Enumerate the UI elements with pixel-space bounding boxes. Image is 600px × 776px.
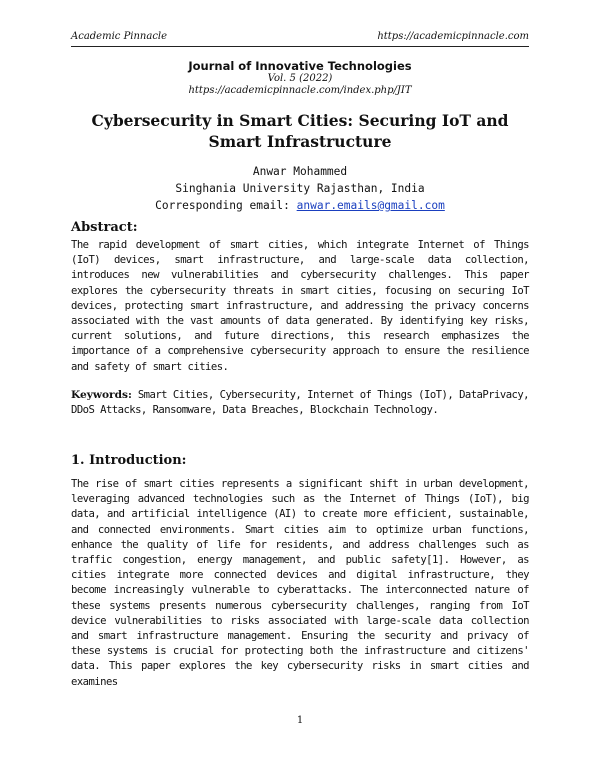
abstract-heading: Abstract: bbox=[71, 220, 138, 235]
introduction-text: The rise of smart cities represents a significant shift in urban development, leveraging advanced technologies such as the Internet of Things (IoT), big data, and artificial intelligence (AI) to create more efficient, sustainable, and connected environments. Smart cities aim to optimize urban functions, enhance the quality of life for residents, and address challenges such as traffic congestion, energy management, and public safety[1]. However, as cities integrate more connected devices and digital infrastructure, they become increasingly vulnerable to cyberattacks. The interconnected nature of these systems presents numerous cybersecurity challenges, ranging from IoT device vulnerabilities to risks associated with large-scale data collection and smart infrastructure management. Ensuring the security and privacy of these systems is crucial for protecting both the infrastructure and citizens' data. This paper explores the key cybersecurity risks in smart cities and examines bbox=[71, 478, 529, 688]
journal-volume: Vol. 5 (2022) bbox=[267, 73, 333, 84]
running-header bbox=[71, 31, 529, 47]
header-divider bbox=[71, 46, 529, 47]
author-email-line bbox=[0, 197, 600, 214]
keywords-label: Keywords: bbox=[71, 389, 132, 401]
author-name: Anwar Mohammed bbox=[252, 165, 348, 178]
introduction-heading: 1. Introduction: bbox=[71, 453, 187, 468]
journal-title: Journal of Innovative Technologies bbox=[188, 59, 412, 73]
journal-url[interactable]: https://academicpinnacle.com/index.php/JIT bbox=[188, 85, 412, 96]
header-publisher: Academic Pinnacle bbox=[71, 31, 168, 42]
author-affiliation: Singhania University Rajasthan, India bbox=[175, 182, 425, 195]
paper-title: Cybersecurity in Smart Cities: Securing IoT and Smart Infrastructure bbox=[91, 111, 509, 151]
author-email-link[interactable]: anwar.emails@gmail.com bbox=[296, 199, 445, 212]
keywords-text: Smart Cities, Cybersecurity, Internet of Things (IoT), DataPrivacy, DDoS Attacks, Ransomware, Data Breaches, Blockchain Technology. bbox=[71, 389, 530, 417]
abstract-text: The rapid development of smart cities, which integrate Internet of Things (IoT) devices, smart infrastructure, and large-scale data collection, introduces new vulnerabilities and cybersecurity challenges. This paper explores the cybersecurity threats in smart cities, focusing on securing IoT devices, protecting smart infrastructure, and addressing the privacy concerns associated with the vast amounts of data generated. By identifying key risks, current solutions, and future directions, this research emphasizes the importance of a comprehensive cybersecurity approach to ensure the resilience and safety of smart cities. bbox=[71, 239, 529, 373]
email-label: Corresponding email: bbox=[155, 199, 290, 212]
keywords-block bbox=[71, 388, 529, 418]
page-number: 1 bbox=[296, 715, 304, 726]
journal-info bbox=[0, 59, 600, 97]
author-block bbox=[0, 163, 600, 214]
header-url[interactable]: https://academicpinnacle.com bbox=[377, 31, 529, 42]
